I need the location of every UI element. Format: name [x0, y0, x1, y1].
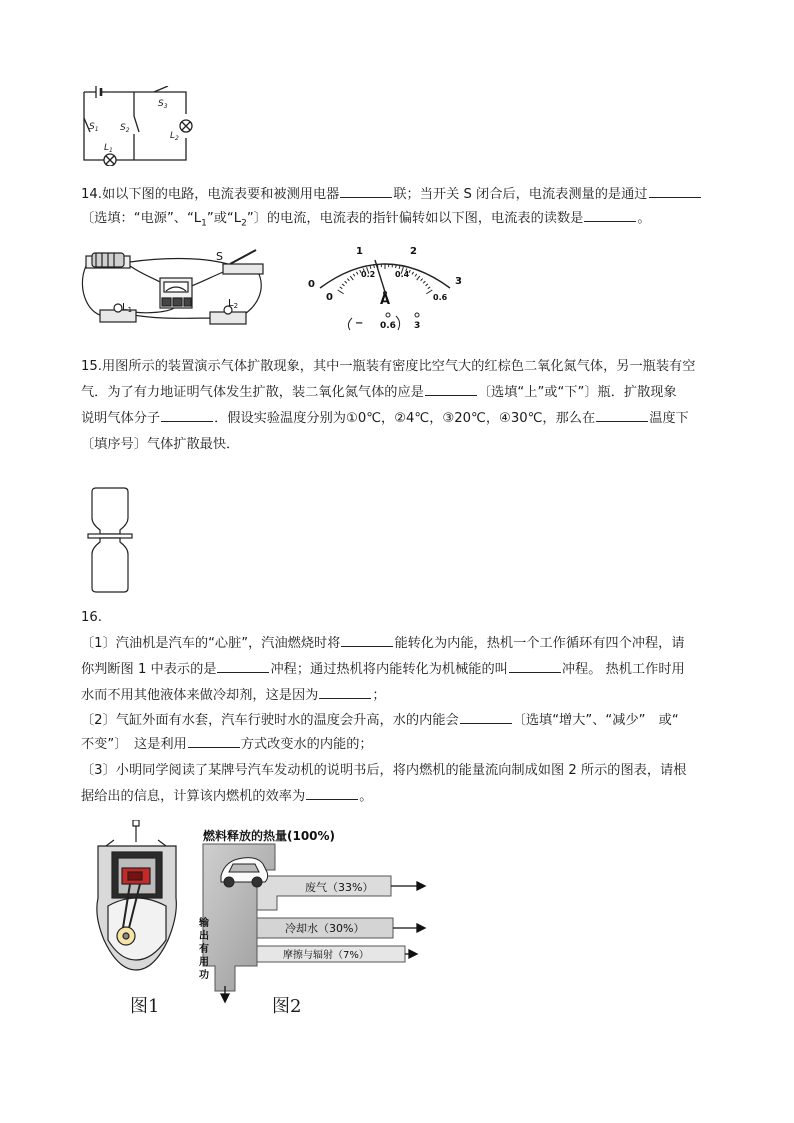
dial-tick	[426, 290, 432, 294]
dial-tick	[396, 265, 397, 268]
question-16-p1-line-3: 水而不用其他液体来做冷却剂，这是因为 ；	[81, 684, 386, 707]
useful-work-char: 用	[199, 957, 209, 968]
tick-label: 0	[308, 279, 315, 290]
useful-work-char: 功	[199, 970, 209, 981]
label-s2: $S_2$	[120, 123, 130, 134]
figure-2-caption: 图2	[272, 996, 302, 1017]
question-16-p1-line-1: 〔1〕汽油机是汽车的“心脏”，汽油燃烧时将 能转化为内能，热机一个工作循环有四个冲程，请	[81, 632, 685, 655]
dial-tick	[374, 265, 375, 268]
dial-tick	[356, 272, 358, 275]
engine-cylinder-figure	[92, 820, 184, 980]
answer-blank[interactable]	[509, 658, 561, 673]
answer-blank[interactable]	[340, 183, 392, 198]
answer-blank[interactable]	[584, 207, 636, 222]
question-16-p3-line-2: 据给出的信息，计算该内燃机的效率为 。	[81, 785, 372, 808]
tick-label: 0.4	[395, 270, 410, 279]
question-15-line-2: 气．为了有力地证明气体发生扩散，装二氧化氮气体的应是 〔选填“上”或“下”〕瓶．扩散现象	[81, 381, 677, 404]
useful-work-char: 出	[199, 931, 209, 942]
dial-tick	[423, 281, 425, 283]
question-15-line-1: 15.用图所示的装置演示气体扩散现象，其中一瓶装有密度比空气大的红棕色二氧化氮气体，另一瓶装有空	[81, 359, 696, 374]
question-15-line-4: 〔填序号〕气体扩散最快．	[81, 437, 240, 452]
circuit-diagram-13	[76, 86, 206, 166]
dial-tick	[428, 287, 430, 289]
useful-work-char: 有	[199, 944, 209, 955]
label-l2: $L_2$	[170, 131, 179, 142]
question-16-p2-line-1: 〔2〕气缸外面有水套，汽车行驶时水的温度会升高，水的内能会 〔选填“增大”、“减少” 或“	[81, 709, 679, 732]
answer-blank[interactable]	[161, 407, 213, 422]
dial-tick	[353, 274, 355, 276]
terminal-label: 3	[414, 321, 421, 331]
energy-header: 燃料释放的热量(100%)	[203, 829, 336, 843]
question-15-line-3: 说明气体分子 ．假设实验温度分别为①0℃，②4℃，③20℃，④30℃，那么在 温度下	[81, 407, 689, 430]
dial-tick	[340, 287, 342, 289]
question-14-line-1: 14.如以下图的电路，电流表要和被测用电器 联；当开关 S 闭合后，电流表测量的是通过	[81, 183, 702, 206]
figure-1-caption: 图1	[130, 996, 160, 1017]
question-16-p2-line-2: 不变”〕 这是利用 方式改变水的内能的；	[81, 733, 373, 756]
dial-tick	[415, 274, 417, 276]
answer-blank[interactable]	[319, 684, 371, 699]
answer-blank[interactable]	[460, 709, 512, 724]
tick-label: 3	[455, 276, 462, 287]
answer-blank[interactable]	[649, 183, 701, 198]
gas-bottles-picture	[84, 484, 136, 596]
label-s3: $S_3$	[158, 99, 168, 110]
physical-circuit-picture	[78, 248, 273, 330]
dial-tick	[347, 279, 349, 281]
tick-label: 1	[356, 246, 363, 257]
dial-tick	[417, 276, 420, 280]
exhaust-label: 废气（33%）	[305, 881, 374, 894]
tick-label: 0	[326, 292, 333, 303]
friction-label: 摩擦与辐射（7%）	[283, 950, 369, 961]
label-s1: $S_1$	[89, 122, 99, 133]
label-s: S	[216, 250, 223, 263]
answer-blank[interactable]	[306, 785, 358, 800]
question-14-line-2: 〔选填：“电源”、“$L_1$”或“$L_2$”〕的电流，电流表的指针偏转如以下图，电流表的读数是 。	[81, 207, 651, 236]
label-l1: $L_1$	[104, 143, 113, 154]
dial-tick	[338, 290, 344, 294]
tick-label: 0.2	[361, 270, 376, 279]
useful-work-char: 输	[199, 918, 209, 929]
dial-tick	[421, 279, 423, 281]
dial-tick	[342, 284, 344, 286]
tick-label: 0.6	[433, 293, 448, 302]
label-l2: $L_2$	[228, 298, 239, 310]
ammeter-dial	[300, 240, 470, 336]
question-16-p1-line-2: 你判断图 1 中表示的是 冲程；通过热机将内能转化为机械能的叫 冲程。 热机工作时用	[81, 658, 685, 681]
question-16-number: 16.	[81, 610, 102, 625]
question-16-p3-line-1: 〔3〕小明同学阅读了某牌号汽车发动机的说明书后，将内燃机的能量流向制成如图 2 所示的图表，请根	[81, 763, 687, 778]
dial-tick	[412, 272, 414, 275]
dial-tick	[370, 266, 371, 269]
dial-tick	[350, 276, 353, 280]
coolant-label: 冷却水（30%）	[285, 922, 365, 935]
tick-label: 2	[410, 246, 417, 257]
dial-tick	[399, 266, 400, 269]
answer-blank[interactable]	[425, 381, 477, 396]
answer-blank[interactable]	[596, 407, 648, 422]
dial-tick	[426, 284, 428, 286]
terminal-label: −	[355, 318, 364, 329]
answer-blank[interactable]	[217, 658, 269, 673]
energy-flow-diagram	[195, 826, 435, 1006]
label-l1: $L_1$	[122, 302, 133, 314]
answer-blank[interactable]	[188, 733, 240, 748]
dial-tick	[345, 281, 347, 283]
answer-blank[interactable]	[341, 632, 393, 647]
meter-unit: A	[380, 293, 391, 308]
terminal-label: 0.6	[380, 321, 396, 331]
